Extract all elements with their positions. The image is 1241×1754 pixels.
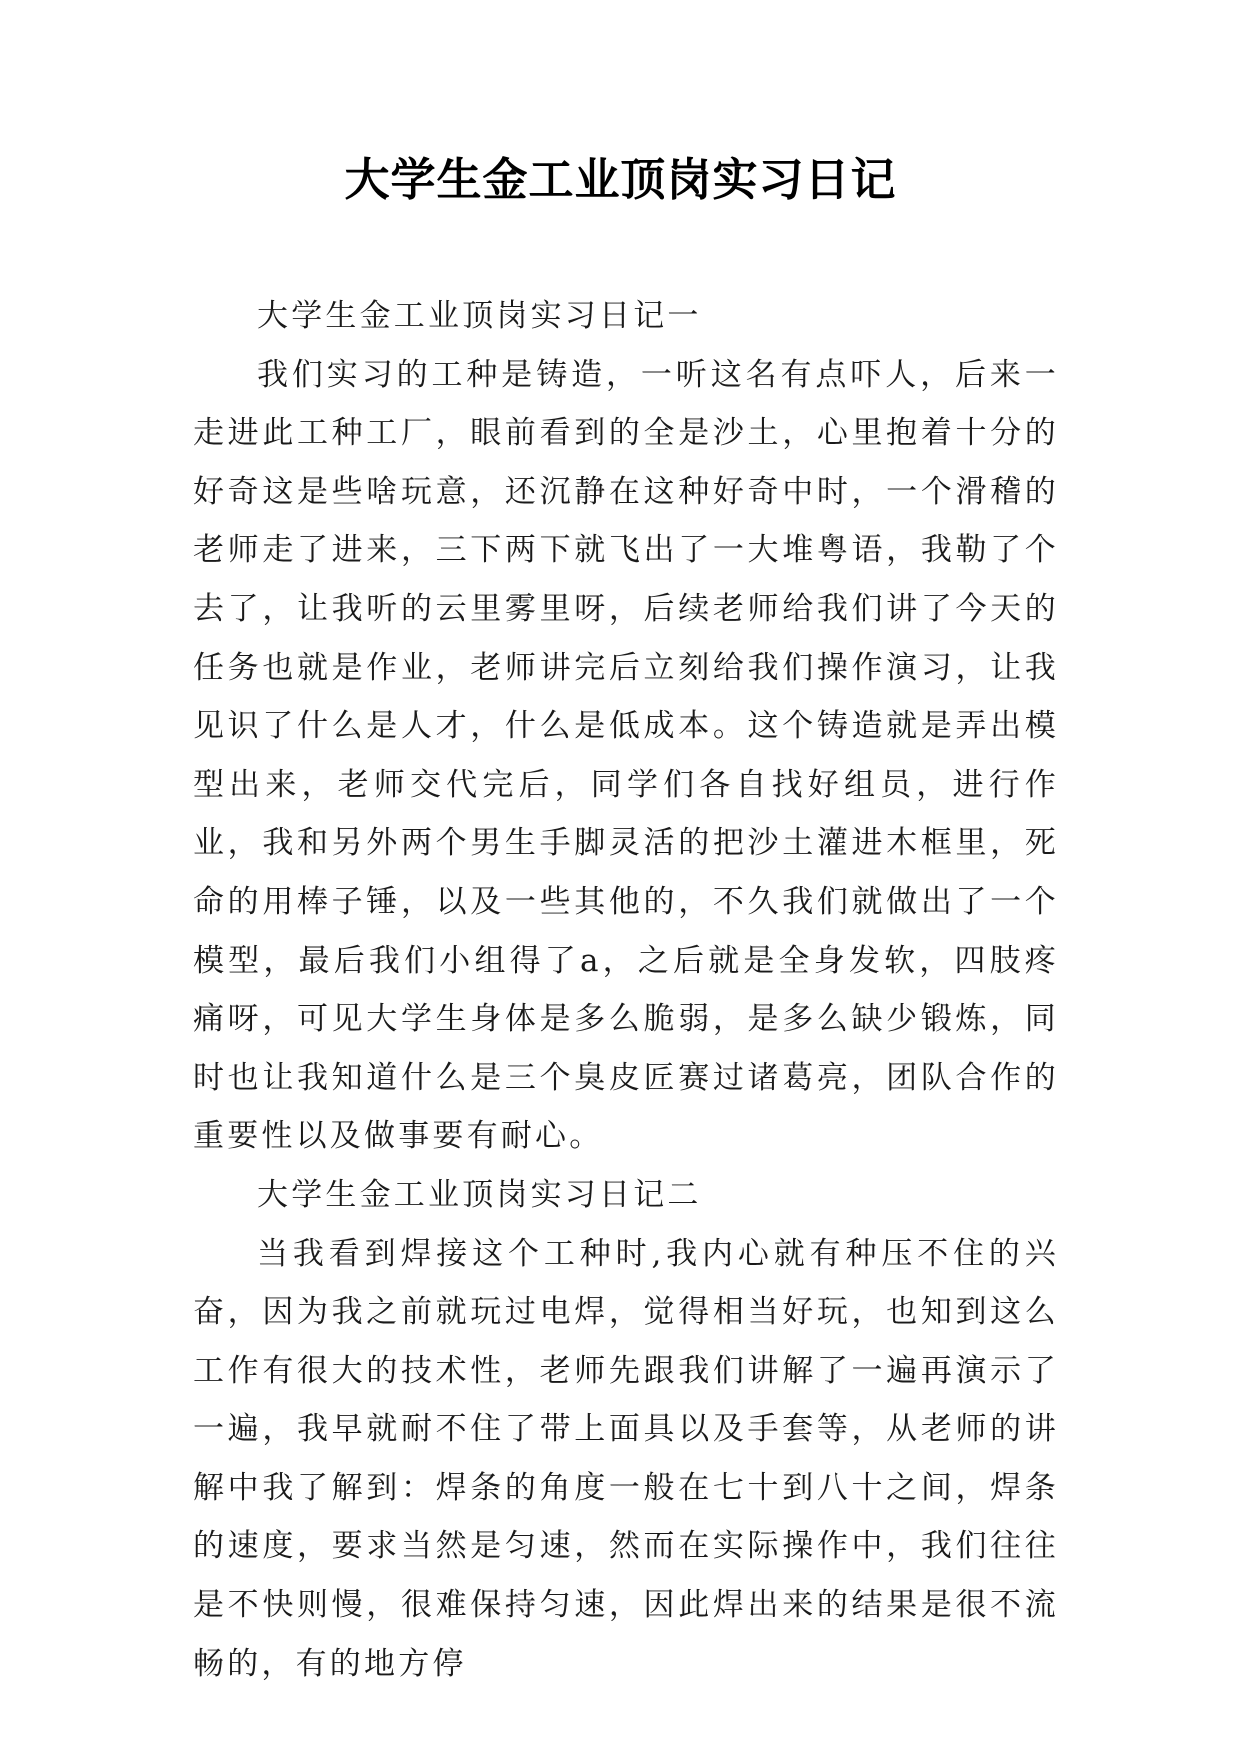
section-heading-2: 大学生金工业顶岗实习日记二: [257, 1176, 702, 1213]
document-title: 大学生金工业顶岗实习日记: [344, 153, 897, 206]
document-body: [193, 287, 1059, 1693]
section-paragraph-2: 当我看到焊接这个工种时,我内心就有种压不住的兴奋，因为我之前就玩过电焊，觉得相当好玩，也知到这么工作有很大的技术性，老师先跟我们讲解了一遍再演示了一遍，我早就耐不住了带上面具以及手套等，从老师的讲解中我了解到：焊条的角度一般在七十到八十之间，焊条的速度，要求当然是匀速，然而在实际操作中，我们往往是不快则慢，很难保持匀速，因此焊出来的结果是很不流畅的，有的地方停: [193, 1235, 1059, 1682]
section-paragraph-1: 我们实习的工种是铸造，一听这名有点吓人，后来一走进此工种工厂，眼前看到的全是沙土，心里抱着十分的好奇这是些啥玩意，还沉静在这种好奇中时，一个滑稽的老师走了进来，三下两下就飞出了一大堆粤语，我勒了个去了，让我听的云里雾里呀，后续老师给我们讲了今天的任务也就是作业，老师讲完后立刻给我们操作演习，让我见识了什么是人才，什么是低成本。这个铸造就是弄出模型出来，老师交代完后，同学们各自找好组员，进行作业，我和另外两个男生手脚灵活的把沙土灌进木框里，死命的用棒子锤，以及一些其他的，不久我们就做出了一个模型，最后我们小组得了a，之后就是全身发软，四肢疼痛呀，可见大学生身体是多么脆弱，是多么缺少锻炼，同时也让我知道什么是三个臭皮匠赛过诸葛亮，团队合作的重要性以及做事要有耐心。: [193, 356, 1059, 1155]
section-heading-1: 大学生金工业顶岗实习日记一: [257, 298, 702, 334]
